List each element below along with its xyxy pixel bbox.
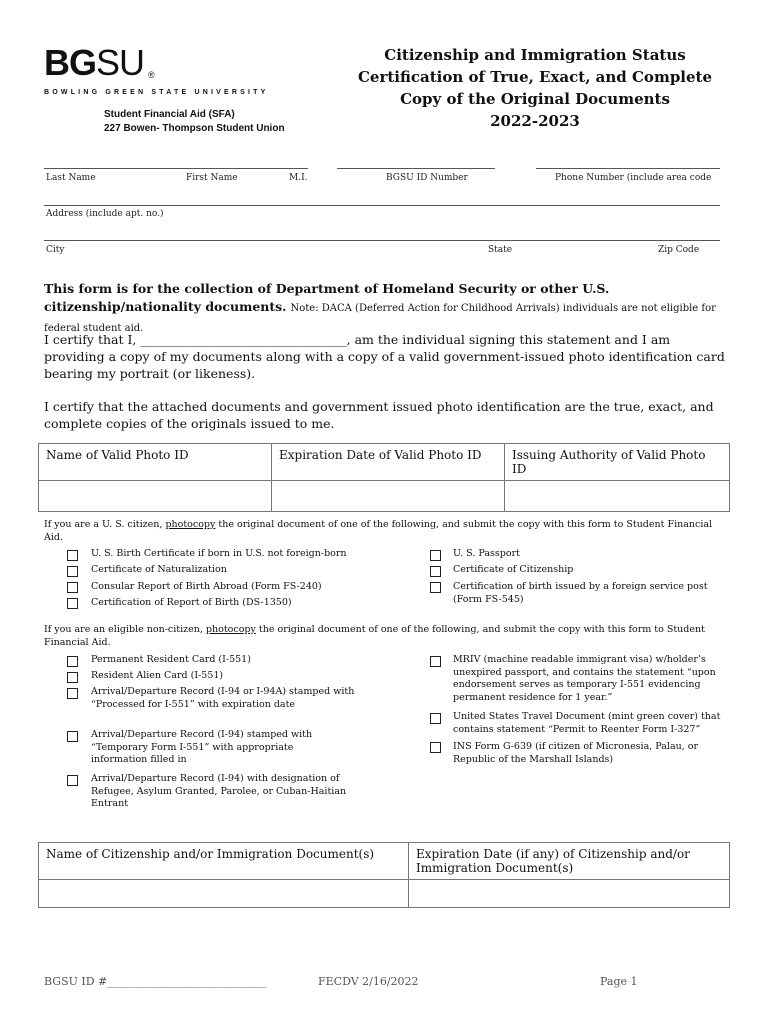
checkbox-i94-processed[interactable] xyxy=(67,688,78,699)
office-address: 227 Bowen- Thompson Student Union xyxy=(104,123,285,134)
footer-page-number: Page 1 xyxy=(600,975,638,988)
checkbox-ins-g639[interactable] xyxy=(430,742,441,753)
immigration-document-table xyxy=(38,842,730,908)
address-label: Address (include apt. no.) xyxy=(46,209,164,219)
address-line[interactable] xyxy=(44,205,720,206)
phone-label: Phone Number (include area code xyxy=(555,173,712,183)
bgsu-logo: BGSU xyxy=(44,42,145,83)
checkbox-permanent-resident-card[interactable] xyxy=(67,656,78,667)
name-line[interactable] xyxy=(44,168,308,169)
mi-label: M.I. xyxy=(289,173,308,183)
document-name-header: Name of Citizenship and/or Immigration Document(s) xyxy=(39,843,409,880)
option-i94-processed: Arrival/Departure Record (I-94 or I-94A) stamped with “Processed for I-551” with expiration date xyxy=(91,686,355,710)
option-i94-temporary: Arrival/Departure Record (I-94) stamped with “Temporary Form I-551” with appropriate information filled in xyxy=(91,729,313,765)
document-expiration-cell[interactable] xyxy=(409,880,730,908)
daca-note: Note: DACA (Deferred Action for Childhood Arrivals) individuals are not eligible for federal student aid. xyxy=(44,303,716,334)
certify-statement-1: I certify that I, _________________________________, am the individual signing this statement and I am providing a copy of my documents along with a copy of a valid government-issued photo identification card bearing my portrait (or likeness). xyxy=(44,332,725,381)
option-citizenship-certificate: Certificate of Citizenship xyxy=(453,564,574,575)
document-name-cell[interactable] xyxy=(39,880,409,908)
photo-id-expiration-header: Expiration Date of Valid Photo ID xyxy=(272,444,505,481)
checkbox-i94-temporary[interactable] xyxy=(67,731,78,742)
office-name: Student Financial Aid (SFA) xyxy=(104,109,235,120)
option-i94-refugee: Arrival/Departure Record (I-94) with designation of Refugee, Asylum Granted, Parolee, or Cuban-Haitian Entrant xyxy=(91,773,347,809)
photo-id-name-cell[interactable] xyxy=(39,481,272,512)
certify-statement-2: I certify that the attached documents and government issued photo identification are the true, exact, and complete copies of the originals issued to me. xyxy=(44,399,714,431)
option-us-passport: U. S. Passport xyxy=(453,548,520,559)
footer-form-code: FECDV 2/16/2022 xyxy=(318,975,419,988)
noncitizen-instructions: If you are an eligible non-citizen, photocopy the original document of one of the following, and submit the copy with this form to Student Financial Aid. xyxy=(44,624,705,648)
city-label: City xyxy=(46,245,65,255)
option-resident-alien-card: Resident Alien Card (I-551) xyxy=(91,670,224,681)
photo-id-authority-header: Issuing Authority of Valid Photo ID xyxy=(505,444,730,481)
checkbox-us-birth-certificate[interactable] xyxy=(67,550,78,561)
first-name-label: First Name xyxy=(186,173,238,183)
checkbox-resident-alien-card[interactable] xyxy=(67,672,78,683)
option-foreign-birth-certification: Certification of birth issued by a foreign service post (Form FS-545) xyxy=(453,581,708,605)
intro-statement: This form is for the collection of Department of Homeland Security or other U.S. citizenship/nationality documents. Note: DACA (Deferred Action for Childhood Arrivals) individuals are not eligible for federal student aid. xyxy=(44,281,716,334)
checkbox-travel-document[interactable] xyxy=(430,713,441,724)
last-name-label: Last Name xyxy=(46,173,96,183)
document-expiration-header: Expiration Date (if any) of Citizenship and/or Immigration Document(s) xyxy=(409,843,730,880)
checkbox-i94-refugee[interactable] xyxy=(67,775,78,786)
photo-id-table xyxy=(38,443,730,512)
photo-id-authority-cell[interactable] xyxy=(505,481,730,512)
checkbox-foreign-birth-certification[interactable] xyxy=(430,582,441,593)
photo-id-name-header: Name of Valid Photo ID xyxy=(39,444,272,481)
bgsu-id-label: BGSU ID Number xyxy=(386,173,468,183)
checkbox-naturalization[interactable] xyxy=(67,566,78,577)
phone-line[interactable] xyxy=(536,168,720,169)
checkbox-us-passport[interactable] xyxy=(430,550,441,561)
option-report-of-birth: Certification of Report of Birth (DS-1350) xyxy=(91,597,292,608)
checkbox-report-of-birth[interactable] xyxy=(67,598,78,609)
option-ins-g639: INS Form G-639 (if citizen of Micronesia, Palau, or Republic of the Marshall Islands) xyxy=(453,741,699,765)
state-label: State xyxy=(488,245,513,255)
citizen-instructions: If you are a U. S. citizen, photocopy the original document of one of the following, and submit the copy with this form to Student Financial Aid. xyxy=(44,519,713,543)
bgsu-id-line[interactable] xyxy=(337,168,495,169)
checkbox-citizenship-certificate[interactable] xyxy=(430,566,441,577)
option-mriv: MRIV (machine readable immigrant visa) w/holder’s unexpired passport, and contains the statement “upon endorsement serves as temporary I-551 evidencing permanent residence for 1 year.” xyxy=(453,654,716,703)
logo-registered-mark: ® xyxy=(148,70,155,80)
university-name: BOWLING GREEN STATE UNIVERSITY xyxy=(44,89,269,96)
form-title: Citizenship and Immigration Status Certification of True, Exact, and Complete Copy of the Original Documents 2022-2023 xyxy=(357,46,713,130)
footer-bgsu-id: BGSU ID #_____________________________ xyxy=(44,975,267,988)
checkbox-consular-report[interactable] xyxy=(67,582,78,593)
option-naturalization: Certificate of Naturalization xyxy=(91,564,227,575)
city-line[interactable] xyxy=(44,240,720,241)
photo-id-expiration-cell[interactable] xyxy=(272,481,505,512)
option-permanent-resident-card: Permanent Resident Card (I-551) xyxy=(91,654,251,665)
option-us-birth-certificate: U. S. Birth Certificate if born in U.S. not foreign-born xyxy=(91,548,347,559)
zip-label: Zip Code xyxy=(658,245,700,255)
option-consular-report: Consular Report of Birth Abroad (Form FS-240) xyxy=(91,581,322,592)
checkbox-mriv[interactable] xyxy=(430,656,441,667)
option-travel-document: United States Travel Document (mint green cover) that contains statement “Permit to Reenter Form I-327” xyxy=(453,711,721,735)
